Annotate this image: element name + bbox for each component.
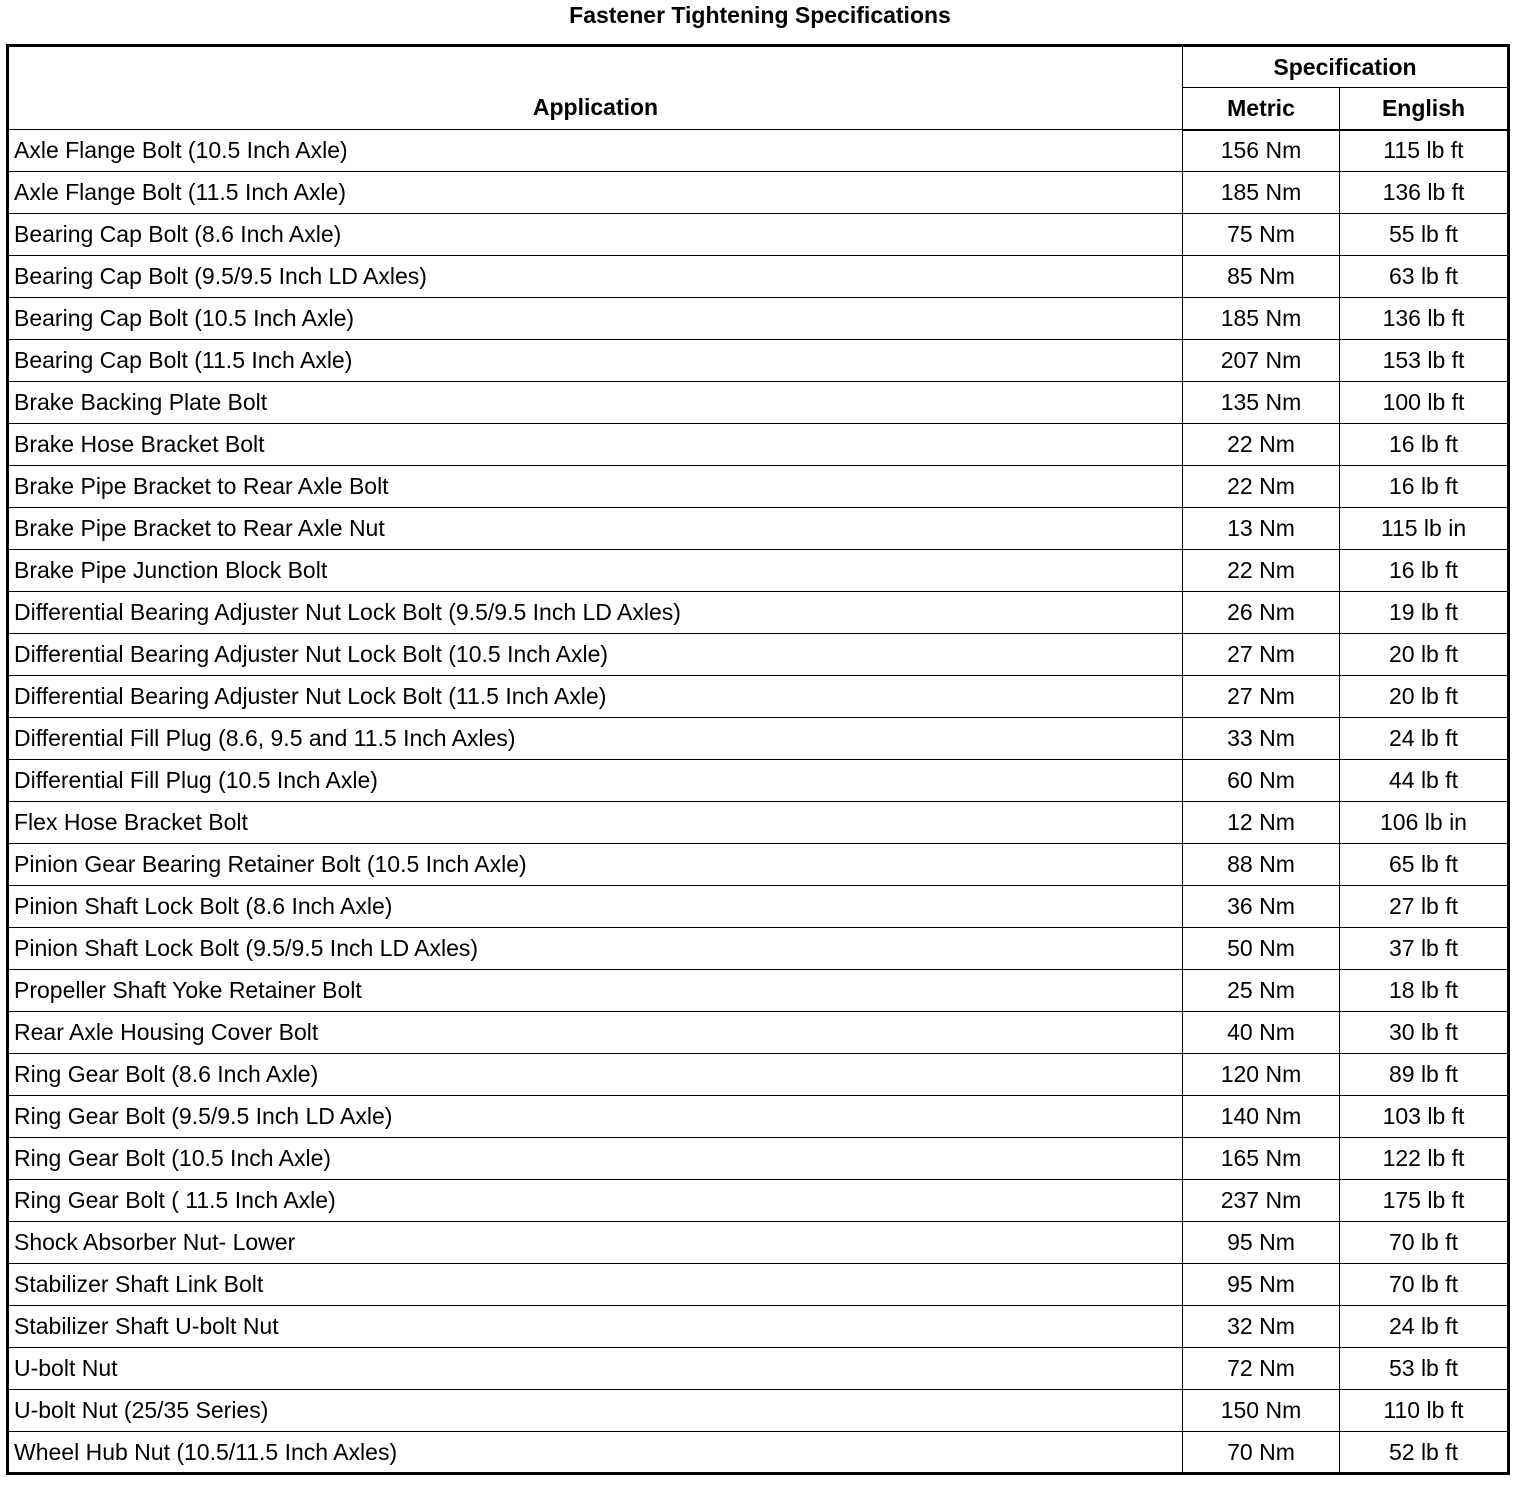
- metric-value-cell: 40 Nm: [1183, 1012, 1340, 1054]
- table-row: [8, 844, 1509, 886]
- application-cell: U-bolt Nut: [8, 1348, 1183, 1390]
- application-cell: Differential Bearing Adjuster Nut Lock Bolt (11.5 Inch Axle): [8, 676, 1183, 718]
- application-cell: Bearing Cap Bolt (9.5/9.5 Inch LD Axles): [8, 256, 1183, 298]
- application-cell: Wheel Hub Nut (10.5/11.5 Inch Axles): [8, 1432, 1183, 1474]
- english-value-cell: 115 lb ft: [1340, 130, 1509, 172]
- metric-value-cell: 50 Nm: [1183, 928, 1340, 970]
- english-value-cell: 37 lb ft: [1340, 928, 1509, 970]
- table-row: [8, 508, 1509, 550]
- application-column-header: Application: [8, 46, 1183, 130]
- table-row: [8, 550, 1509, 592]
- metric-value-cell: 12 Nm: [1183, 802, 1340, 844]
- metric-value-cell: 237 Nm: [1183, 1180, 1340, 1222]
- metric-value-cell: 185 Nm: [1183, 298, 1340, 340]
- application-cell: Pinion Shaft Lock Bolt (9.5/9.5 Inch LD Axles): [8, 928, 1183, 970]
- application-cell: Brake Pipe Bracket to Rear Axle Nut: [8, 508, 1183, 550]
- english-value-cell: 24 lb ft: [1340, 1306, 1509, 1348]
- metric-value-cell: 22 Nm: [1183, 466, 1340, 508]
- english-value-cell: 63 lb ft: [1340, 256, 1509, 298]
- metric-value-cell: 88 Nm: [1183, 844, 1340, 886]
- metric-value-cell: 33 Nm: [1183, 718, 1340, 760]
- application-cell: Ring Gear Bolt ( 11.5 Inch Axle): [8, 1180, 1183, 1222]
- application-cell: Shock Absorber Nut- Lower: [8, 1222, 1183, 1264]
- english-value-cell: 20 lb ft: [1340, 634, 1509, 676]
- english-value-cell: 122 lb ft: [1340, 1138, 1509, 1180]
- application-cell: Differential Fill Plug (10.5 Inch Axle): [8, 760, 1183, 802]
- application-cell: Stabilizer Shaft Link Bolt: [8, 1264, 1183, 1306]
- metric-value-cell: 140 Nm: [1183, 1096, 1340, 1138]
- metric-value-cell: 75 Nm: [1183, 214, 1340, 256]
- metric-value-cell: 207 Nm: [1183, 340, 1340, 382]
- application-cell: Ring Gear Bolt (8.6 Inch Axle): [8, 1054, 1183, 1096]
- english-value-cell: 136 lb ft: [1340, 298, 1509, 340]
- metric-value-cell: 95 Nm: [1183, 1264, 1340, 1306]
- english-value-cell: 110 lb ft: [1340, 1390, 1509, 1432]
- application-cell: Brake Pipe Junction Block Bolt: [8, 550, 1183, 592]
- fastener-spec-table: [6, 44, 1510, 1475]
- table-row: [8, 130, 1509, 172]
- metric-value-cell: 185 Nm: [1183, 172, 1340, 214]
- english-value-cell: 70 lb ft: [1340, 1222, 1509, 1264]
- table-row: [8, 592, 1509, 634]
- english-value-cell: 53 lb ft: [1340, 1348, 1509, 1390]
- table-row: [8, 1264, 1509, 1306]
- table-header: [8, 46, 1509, 130]
- application-cell: Propeller Shaft Yoke Retainer Bolt: [8, 970, 1183, 1012]
- english-value-cell: 16 lb ft: [1340, 424, 1509, 466]
- page-title: Fastener Tightening Specifications: [569, 2, 951, 28]
- table-row: [8, 1180, 1509, 1222]
- table-row: [8, 1222, 1509, 1264]
- table-row: [8, 172, 1509, 214]
- table-row: [8, 634, 1509, 676]
- metric-value-cell: 36 Nm: [1183, 886, 1340, 928]
- table-row: [8, 928, 1509, 970]
- metric-value-cell: 95 Nm: [1183, 1222, 1340, 1264]
- table-row: [8, 340, 1509, 382]
- english-value-cell: 20 lb ft: [1340, 676, 1509, 718]
- metric-value-cell: 72 Nm: [1183, 1348, 1340, 1390]
- english-value-cell: 175 lb ft: [1340, 1180, 1509, 1222]
- table-row: [8, 1348, 1509, 1390]
- table-row: [8, 1054, 1509, 1096]
- metric-value-cell: 26 Nm: [1183, 592, 1340, 634]
- table-row: [8, 886, 1509, 928]
- application-cell: Pinion Gear Bearing Retainer Bolt (10.5 Inch Axle): [8, 844, 1183, 886]
- metric-value-cell: 135 Nm: [1183, 382, 1340, 424]
- english-value-cell: 19 lb ft: [1340, 592, 1509, 634]
- application-cell: Differential Bearing Adjuster Nut Lock Bolt (9.5/9.5 Inch LD Axles): [8, 592, 1183, 634]
- english-value-cell: 16 lb ft: [1340, 550, 1509, 592]
- english-column-header: English: [1340, 88, 1509, 130]
- english-value-cell: 106 lb in: [1340, 802, 1509, 844]
- metric-value-cell: 120 Nm: [1183, 1054, 1340, 1096]
- application-cell: Ring Gear Bolt (9.5/9.5 Inch LD Axle): [8, 1096, 1183, 1138]
- application-cell: Bearing Cap Bolt (8.6 Inch Axle): [8, 214, 1183, 256]
- application-cell: Brake Hose Bracket Bolt: [8, 424, 1183, 466]
- english-value-cell: 18 lb ft: [1340, 970, 1509, 1012]
- table-row: [8, 676, 1509, 718]
- metric-value-cell: 25 Nm: [1183, 970, 1340, 1012]
- table-row: [8, 1432, 1509, 1474]
- metric-value-cell: 27 Nm: [1183, 676, 1340, 718]
- application-cell: Brake Pipe Bracket to Rear Axle Bolt: [8, 466, 1183, 508]
- application-cell: U-bolt Nut (25/35 Series): [8, 1390, 1183, 1432]
- application-cell: Brake Backing Plate Bolt: [8, 382, 1183, 424]
- metric-value-cell: 150 Nm: [1183, 1390, 1340, 1432]
- application-cell: Bearing Cap Bolt (10.5 Inch Axle): [8, 298, 1183, 340]
- english-value-cell: 44 lb ft: [1340, 760, 1509, 802]
- table-row: [8, 718, 1509, 760]
- english-value-cell: 115 lb in: [1340, 508, 1509, 550]
- metric-value-cell: 70 Nm: [1183, 1432, 1340, 1474]
- metric-value-cell: 22 Nm: [1183, 424, 1340, 466]
- table-row: [8, 214, 1509, 256]
- application-cell: Axle Flange Bolt (11.5 Inch Axle): [8, 172, 1183, 214]
- application-cell: Stabilizer Shaft U-bolt Nut: [8, 1306, 1183, 1348]
- table-row: [8, 466, 1509, 508]
- application-cell: Pinion Shaft Lock Bolt (8.6 Inch Axle): [8, 886, 1183, 928]
- header-row-top: [8, 46, 1509, 88]
- table-row: [8, 1306, 1509, 1348]
- table-row: [8, 1012, 1509, 1054]
- english-value-cell: 52 lb ft: [1340, 1432, 1509, 1474]
- application-cell: Ring Gear Bolt (10.5 Inch Axle): [8, 1138, 1183, 1180]
- table-row: [8, 382, 1509, 424]
- english-value-cell: 153 lb ft: [1340, 340, 1509, 382]
- english-value-cell: 65 lb ft: [1340, 844, 1509, 886]
- table-body: [8, 130, 1509, 1474]
- table-row: [8, 424, 1509, 466]
- metric-value-cell: 156 Nm: [1183, 130, 1340, 172]
- application-cell: Bearing Cap Bolt (11.5 Inch Axle): [8, 340, 1183, 382]
- application-cell: Differential Fill Plug (8.6, 9.5 and 11.5 Inch Axles): [8, 718, 1183, 760]
- metric-column-header: Metric: [1183, 88, 1340, 130]
- metric-value-cell: 85 Nm: [1183, 256, 1340, 298]
- table-row: [8, 1138, 1509, 1180]
- metric-value-cell: 60 Nm: [1183, 760, 1340, 802]
- english-value-cell: 27 lb ft: [1340, 886, 1509, 928]
- english-value-cell: 136 lb ft: [1340, 172, 1509, 214]
- metric-value-cell: 13 Nm: [1183, 508, 1340, 550]
- table-row: [8, 298, 1509, 340]
- application-cell: Rear Axle Housing Cover Bolt: [8, 1012, 1183, 1054]
- table-row: [8, 760, 1509, 802]
- english-value-cell: 100 lb ft: [1340, 382, 1509, 424]
- application-cell: Flex Hose Bracket Bolt: [8, 802, 1183, 844]
- application-cell: Differential Bearing Adjuster Nut Lock Bolt (10.5 Inch Axle): [8, 634, 1183, 676]
- specification-column-header: Specification: [1183, 46, 1509, 88]
- table-row: [8, 1390, 1509, 1432]
- english-value-cell: 70 lb ft: [1340, 1264, 1509, 1306]
- english-value-cell: 103 lb ft: [1340, 1096, 1509, 1138]
- english-value-cell: 30 lb ft: [1340, 1012, 1509, 1054]
- metric-value-cell: 27 Nm: [1183, 634, 1340, 676]
- english-value-cell: 16 lb ft: [1340, 466, 1509, 508]
- table-row: [8, 802, 1509, 844]
- english-value-cell: 89 lb ft: [1340, 1054, 1509, 1096]
- english-value-cell: 55 lb ft: [1340, 214, 1509, 256]
- metric-value-cell: 22 Nm: [1183, 550, 1340, 592]
- metric-value-cell: 32 Nm: [1183, 1306, 1340, 1348]
- table-row: [8, 256, 1509, 298]
- table-row: [8, 970, 1509, 1012]
- table-row: [8, 1096, 1509, 1138]
- metric-value-cell: 165 Nm: [1183, 1138, 1340, 1180]
- english-value-cell: 24 lb ft: [1340, 718, 1509, 760]
- application-cell: Axle Flange Bolt (10.5 Inch Axle): [8, 130, 1183, 172]
